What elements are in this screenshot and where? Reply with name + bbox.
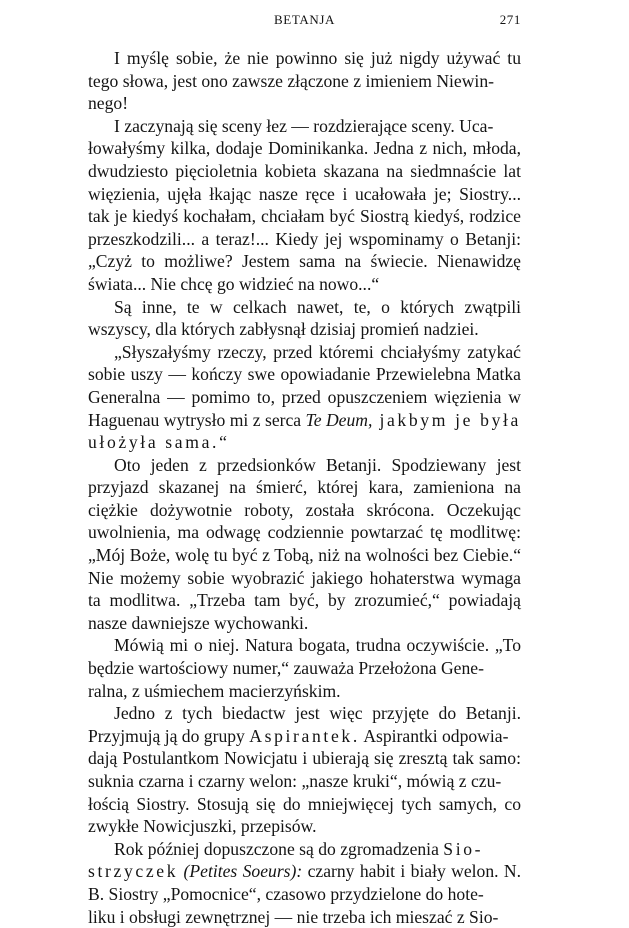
page-header bbox=[88, 12, 521, 32]
te-deum-italic: Te Deum, bbox=[305, 409, 373, 430]
closing-quote: “ bbox=[219, 432, 227, 453]
paragraph-7-text: Jedno z tych biedactw jest więc przyjęte do Betanji. Przyjmują ją do grupy bbox=[88, 703, 521, 746]
running-title: BETANJA bbox=[274, 12, 335, 27]
paragraph-7 bbox=[88, 702, 521, 838]
paragraph-2: I zaczynają się sceny łez — rozdzierające sceny. Uca- łowałyśmy kilka, dodaje Dominikanka. Jedna z nich, młoda, dwudziesto pięcioletnia kobieta skazana na siedmnaście lat więzienia, ujęła łkając nasze ręce i ucałowała je; Siostry... tak je kiedyś kochałam, chciałam być Siostrą kiedyś, rodzice przeszkodzili... a teraz!... Kiedy jej wspominamy o Betanji: „Czyż to możliwe? Jestem sama na świecie. Nienawidzę świata... Nie chcę go widzieć na nowo...“ bbox=[88, 115, 521, 294]
paragraph-8-text: Rok później dopuszczone są do zgromadzenia bbox=[114, 838, 444, 859]
paragraph-4-text: „Słyszałyśmy rzeczy, przed któremi chciałyśmy zatykać sobie uszy — kończy swe opowiadanie Przewielebna Matka Generalna — pomimo to, przed opuszczeniem więzienia w Haguenau wytrysło mi z serca bbox=[88, 341, 521, 430]
paragraph-8-rest: czarny habit i biały welon. N. B. Siostry „Pomocnice“, czasowo przydzielone do hote- liku i obsługi zewnętrznej — nie trzeba ich mieszać z Sio- bbox=[88, 861, 521, 927]
paragraph-7-rest: Aspirantki odpowia- dają Postulantkom Nowicjatu i ubierają się zresztą tak samo: suknia czarna i czarny welon: „nasze kruki“, mówią z czu- łością Siostry. Stosują się do mniejwięcej tych samych, co zwykłe Nowicjuszki, przepisów. bbox=[88, 725, 521, 837]
paragraph-3: Są inne, te w celkach nawet, te, o których zwątpili wszyscy, dla których zabłysnął dzisiaj promień nadziei. bbox=[88, 296, 521, 340]
paragraph-1: I myślę sobie, że nie powinno się już nigdy używać tu tego słowa, jest ono zawsze złączone z imieniem Niewin- nego! bbox=[88, 48, 521, 114]
paragraph-4 bbox=[88, 341, 521, 454]
aspirantek-spaced: Aspirantek. bbox=[249, 725, 360, 746]
body-text bbox=[88, 47, 521, 928]
page-number: 271 bbox=[499, 12, 521, 27]
paragraph-5: Oto jeden z przedsionków Betanji. Spodziewany jest przyjazd skazanej na śmierć, której kara, zamieniona na ciężkie dożywotnie roboty, została skrócona. Oczekując uwolnienia, ma odwagę codziennie powtarzać tę modlitwę: „Mój Boże, wolę tu być z Tobą, niż na wolności bez Ciebie.“ Nie możemy sobie wyobrazić jakiego hohaterstwa wymaga ta modlitwa. „Trzeba tam być, by zrozumieć,“ powiadają nasze dawniejsze wychowanki. bbox=[88, 454, 521, 633]
petites-soeurs-italic: (Petites Soeurs): bbox=[183, 861, 303, 882]
siostrzyczek-spaced: Sio- strzyczek bbox=[88, 838, 484, 882]
paragraph-8 bbox=[88, 838, 521, 928]
spaced-emphasis: jakbym je była ułożyła sama. bbox=[88, 409, 522, 453]
paragraph-6: Mówią mi o niej. Natura bogata, trudna oczywiście. „To będzie wartościowy numer,“ zauważa Przełożona Gene- ralna, z uśmiechem macierzyńskim. bbox=[88, 635, 521, 701]
